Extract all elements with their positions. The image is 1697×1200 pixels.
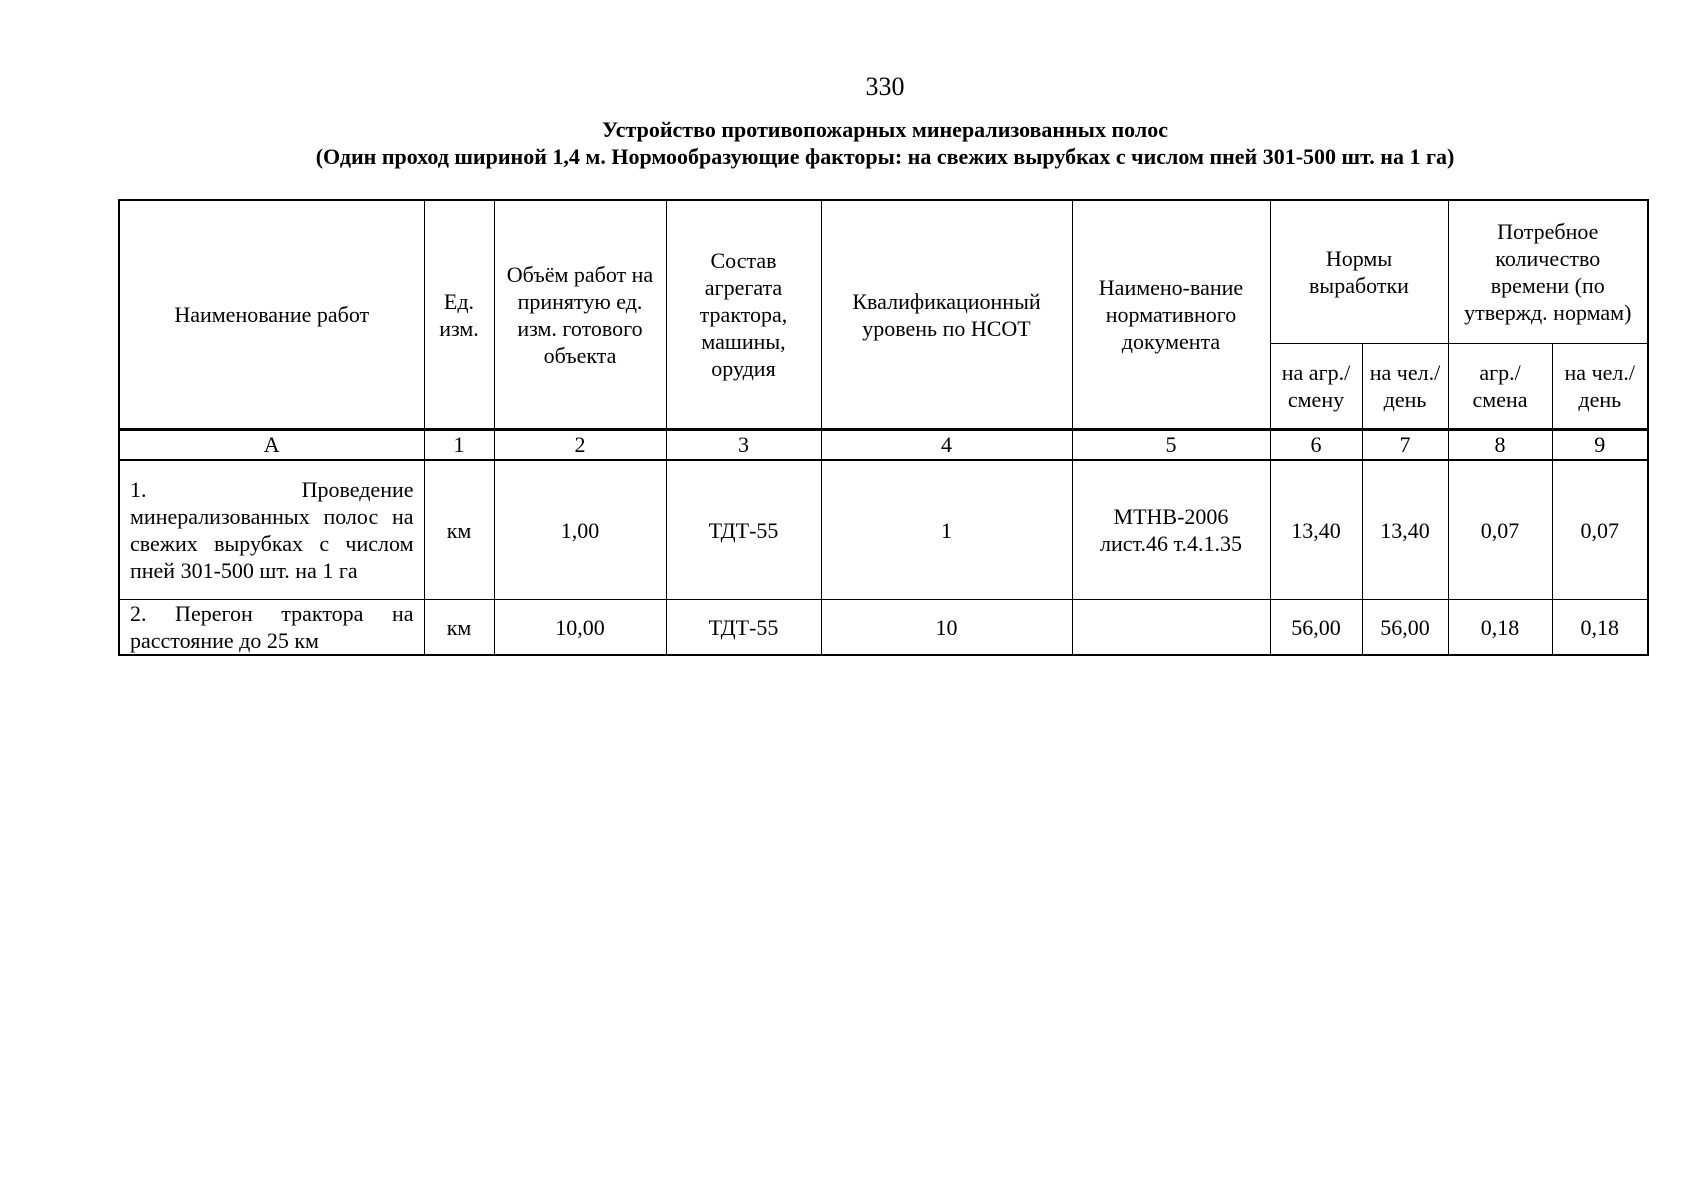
header-norms-agr: на агр./ смену — [1270, 344, 1362, 430]
column-number: 6 — [1270, 430, 1362, 461]
unit-cell: км — [424, 460, 494, 600]
title-line-2: (Один проход шириной 1,4 м. Нормообразующие факторы: на свежих вырубках с числом пней 301-500 шт. на 1 га) — [315, 144, 1455, 169]
time-chel-cell: 0,18 — [1552, 600, 1648, 656]
header-norms-group: Нормы выработки — [1270, 200, 1448, 344]
volume-cell: 1,00 — [494, 460, 666, 600]
column-number: 2 — [494, 430, 666, 461]
table-row — [119, 460, 1648, 600]
header-name: Наименование работ — [119, 200, 424, 430]
header-document: Наимено-вание нормативного документа — [1072, 200, 1270, 430]
table-row — [119, 600, 1648, 656]
document-line-2: лист.46 т.4.1.35 — [1100, 531, 1242, 556]
volume-cell: 10,00 — [494, 600, 666, 656]
document-cell — [1072, 600, 1270, 656]
header-qualification: Квалификационный уровень по НСОТ — [821, 200, 1072, 430]
header-composition: Состав агрегата трактора, машины, орудия — [666, 200, 821, 430]
work-name-cell: 1. Проведение минерализованных полос на свежих вырубках с числом пней 301-500 шт. на 1 га — [119, 460, 424, 600]
column-number: А — [119, 430, 424, 461]
column-number: 8 — [1448, 430, 1552, 461]
norms-table — [118, 199, 1649, 656]
norm-chel-cell: 56,00 — [1362, 600, 1448, 656]
unit-cell: км — [424, 600, 494, 656]
header-time-agr: агр./ смена — [1448, 344, 1552, 430]
document-cell — [1072, 460, 1270, 600]
time-chel-cell: 0,07 — [1552, 460, 1648, 600]
header-time-chel: на чел./ день — [1552, 344, 1648, 430]
column-number: 4 — [821, 430, 1072, 461]
norm-chel-cell: 13,40 — [1362, 460, 1448, 600]
composition-cell: ТДТ-55 — [666, 600, 821, 656]
norm-agr-cell: 13,40 — [1270, 460, 1362, 600]
header-row-1 — [119, 200, 1648, 344]
time-agr-cell: 0,18 — [1448, 600, 1552, 656]
qualification-cell: 1 — [821, 460, 1072, 600]
norm-agr-cell: 56,00 — [1270, 600, 1362, 656]
column-number: 7 — [1362, 430, 1448, 461]
header-unit: Ед. изм. — [424, 200, 494, 430]
header-volume: Объём работ на принятую ед. изм. готового объекта — [494, 200, 666, 430]
composition-cell: ТДТ-55 — [666, 460, 821, 600]
document-title — [0, 116, 1697, 170]
column-number: 5 — [1072, 430, 1270, 461]
work-name-cell: 2. Перегон трактора на расстояние до 25 км — [119, 600, 424, 656]
title-line-1: Устройство противопожарных минерализованных полос — [602, 117, 1168, 142]
header-norms-chel: на чел./ день — [1362, 344, 1448, 430]
header-time-group: Потребное количество времени (по утвержд. нормам) — [1448, 200, 1648, 344]
document-line-1: МТНВ-2006 — [1113, 504, 1229, 529]
qualification-cell: 10 — [821, 600, 1072, 656]
time-agr-cell: 0,07 — [1448, 460, 1552, 600]
column-number: 9 — [1552, 430, 1648, 461]
column-number-row — [119, 430, 1648, 461]
column-number: 3 — [666, 430, 821, 461]
column-number: 1 — [424, 430, 494, 461]
page-number: 330 — [865, 72, 905, 101]
